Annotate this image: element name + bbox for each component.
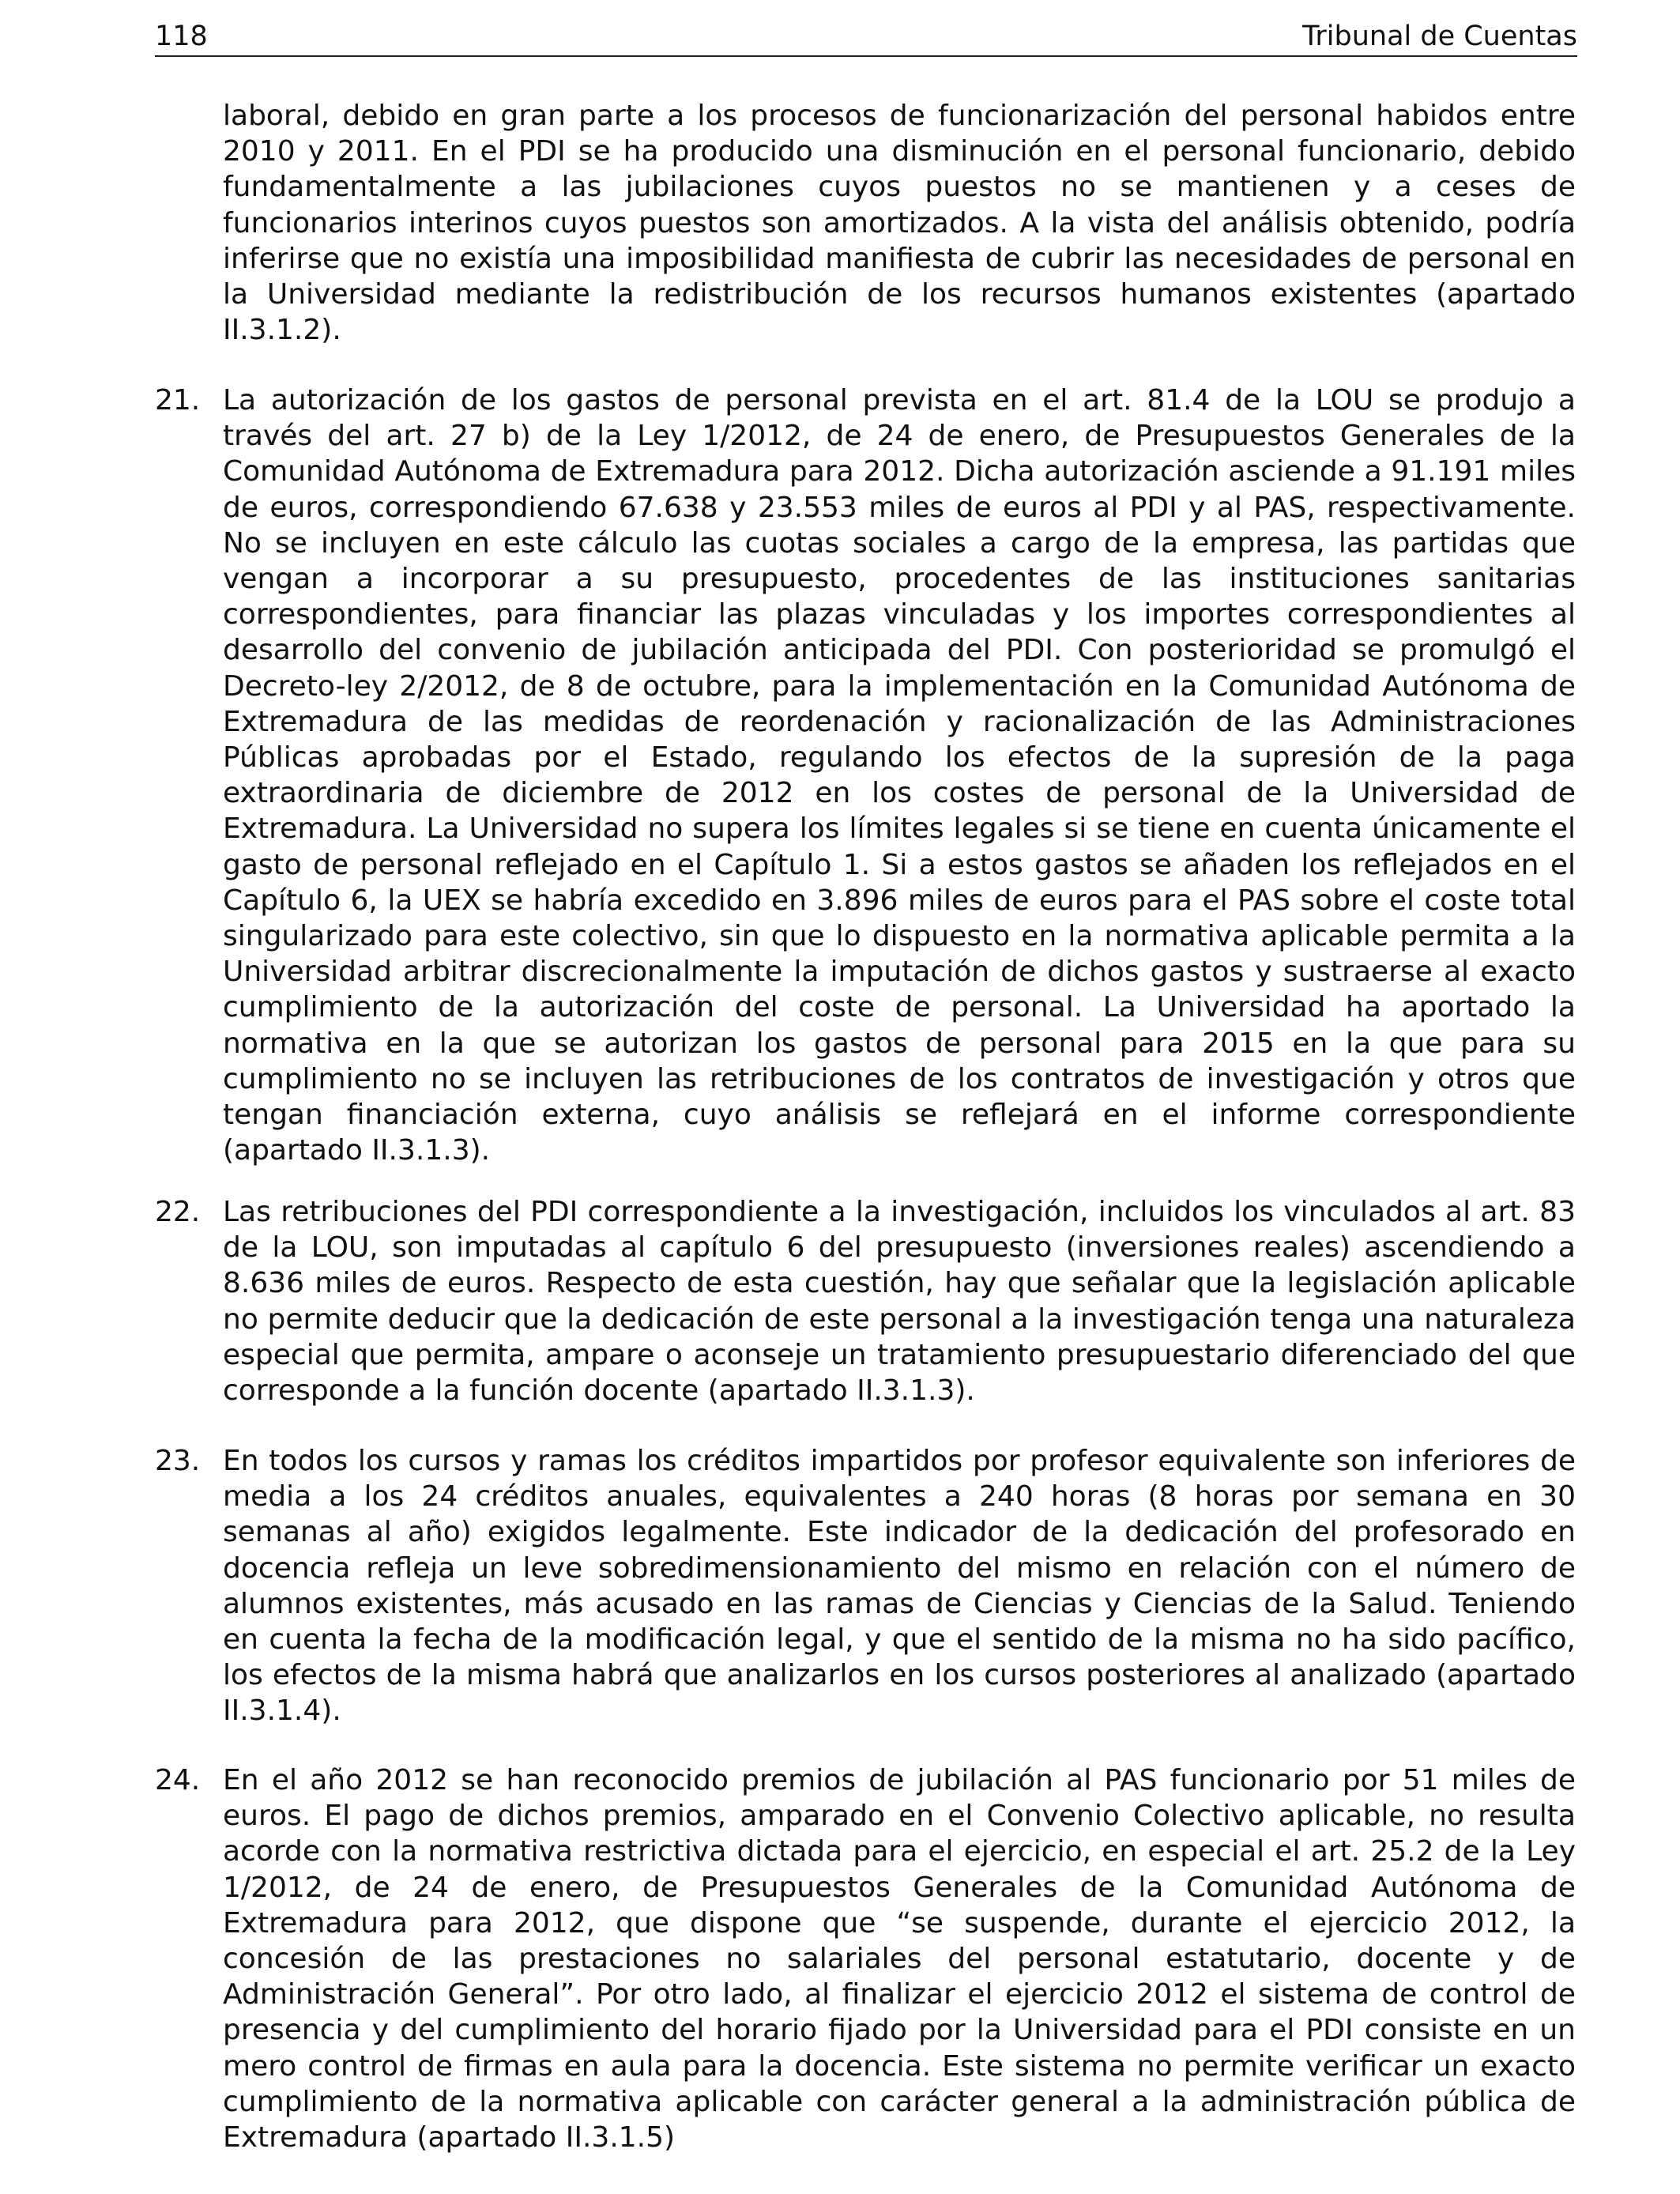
page-header xyxy=(155,17,1577,57)
paragraph-number: 23. xyxy=(155,1445,201,1477)
paragraph-24: En el año 2012 se han reconocido premios de jubilación al PAS funcionario por 51 miles de euros. El pago de dichos premios, amparado en el Convenio Colectivo aplicable, no resulta acorde con la normativa restrictiva dictada para el ejercicio, en especial el art. 25.2 de la Ley 1/2012, de 24 de enero, de Presupuestos Generales de la Comunidad Autónoma de Extremadura para 2012, que dispone que “se suspende, durante el ejercicio 2012, la concesión de las prestaciones no salariales del personal estatutario, docente y de Administración General”. Por otro lado, al finalizar el ejercicio 2012 el sistema de control de presencia y del cumplimiento del horario fijado por la Universidad para el PDI consiste en un mero control de firmas en aula para la docencia. Este sistema no permite verificar un exacto cumplimiento de la normativa aplicable con carácter general a la administración pública de Extremadura (apartado II.3.1.5) xyxy=(223,1764,1576,2154)
paragraph-21: La autorización de los gastos de personal prevista en el art. 81.4 de la LOU se produjo a través del art. 27 b) de la Ley 1/2012, de 24 de enero, de Presupuestos Generales de la Comunidad Autónoma de Extremadura para 2012. Dicha autorización asciende a 91.191 miles de euros, correspondiendo 67.638 y 23.553 miles de euros al PDI y al PAS, respectivamente. No se incluyen en este cálculo las cuotas sociales a cargo de la empresa, las partidas que vengan a incorporar a su presupuesto, procedentes de las instituciones sanitarias correspondientes, para financiar las plazas vinculadas y los importes correspondientes al desarrollo del convenio de jubilación anticipada del PDI. Con posterioridad se promulgó el Decreto-ley 2/2012, de 8 de octubre, para la implementación en la Comunidad Autónoma de Extremadura de las medidas de reordenación y racionalización de las Administraciones Públicas aprobadas por el Estado, regulando los efectos de la supresión de la paga extraordinaria de diciembre de 2012 en los costes de personal de la Universidad de Extremadura. La Universidad no supera los límites legales si se tiene en cuenta únicamente el gasto de personal reflejado en el Capítulo 1. Si a estos gastos se añaden los reflejados en el Capítulo 6, la UEX se habría excedido en 3.896 miles de euros para el PAS sobre el coste total singularizado para este colectivo, sin que lo dispuesto en la normativa aplicable permita a la Universidad arbitrar discrecionalmente la imputación de dichos gastos y sustraerse al exacto cumplimiento de la autorización del coste de personal. La Universidad ha aportado la normativa en la que se autorizan los gastos de personal para 2015 en la que para su cumplimiento no se incluyen las retribuciones de los contratos de investigación y otros que tengan financiación externa, cuyo análisis se reflejará en el informe correspondiente (apartado II.3.1.3). xyxy=(223,384,1576,1167)
paragraph-continuation: laboral, debido en gran parte a los procesos de funcionarización del personal habidos entre 2010 y 2011. En el PDI se ha producido una disminución en el personal funcionario, debido fundamentalmente a las jubilaciones cuyos puestos no se mantienen y a ceses de funcionarios interinos cuyos puestos son amortizados. A la vista del análisis obtenido, podría inferirse que no existía una imposibilidad manifiesta de cubrir las necesidades de personal en la Universidad mediante la redistribución de los recursos humanos existentes (apartado II.3.1.2). xyxy=(223,100,1576,347)
paragraph-23: En todos los cursos y ramas los créditos impartidos por profesor equivalente son inferiores de media a los 24 créditos anuales, equivalentes a 240 horas (8 horas por semana en 30 semanas al año) exigidos legalmente. Este indicador de la dedicación del profesorado en docencia refleja un leve sobredimensionamiento del mismo en relación con el número de alumnos existentes, más acusado en las ramas de Ciencias y Ciencias de la Salud. Teniendo en cuenta la fecha de la modificación legal, y que el sentido de la misma no ha sido pacífico, los efectos de la misma habrá que analizarlos en los cursos posteriores al analizado (apartado II.3.1.4). xyxy=(223,1445,1576,1728)
paragraph-22: Las retribuciones del PDI correspondiente a la investigación, incluidos los vinculados al art. 83 de la LOU, son imputadas al capítulo 6 del presupuesto (inversiones reales) ascendiendo a 8.636 miles de euros. Respecto de esta cuestión, hay que señalar que la legislación aplicable no permite deducir que la dedicación de este personal a la investigación tenga una naturaleza especial que permita, ampare o aconseje un tratamiento presupuestario diferenciado del que corresponde a la función docente (apartado II.3.1.3). xyxy=(223,1196,1576,1408)
paragraph-number: 22. xyxy=(155,1196,201,1228)
paragraph-number: 21. xyxy=(155,384,201,417)
paragraph-number: 24. xyxy=(155,1764,201,1796)
page-number: 118 xyxy=(155,21,208,52)
running-title: Tribunal de Cuentas xyxy=(1302,21,1577,52)
